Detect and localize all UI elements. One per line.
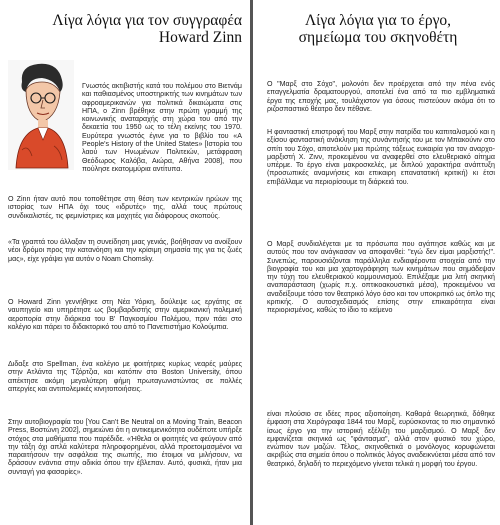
play-paragraph-4: είναι πλούσιο σε ιδέες προς αξιοποίηση. Καθαρά θεωρητικά, δόθηκε έμφαση στα Χειρόγραφα 1844 του Μαρξ, ευρύσκοντας το πιο σημαντικό ίσως έργο για την ιστορική εξέλιξη του μαρξισμού. Ο Μαρξ δεν εμφανίζεται σκηνικά ως "φάντασμα", αλλά στον φυσικό του χώρο, ενώπιον των μαζών. Τέλος, σκηνοθετικά ο μονόλογος κορυφώνεται ακριβώς στα σημεία όπου ο πολιτικός λόγος αναδεικνύεται μέσα από τον θεατρικό, δηλαδή το περιεχόμενο γίνεται τελικά η μορφή του έργου. (267, 410, 495, 468)
author-paragraph-6: Στην αυτοβιογραφία του [You Can't Be Neutral on a Moving Train, Beacon Press, Βοστώνη 2002], σημειώνει ότι η αντικειμενικότητα ουδέποτε υπήρξε στόχος στα μαθήματα που παρέδιδε. «Ήθελα οι φοιτητές να φεύγουν από την τάξη όχι απλά καλύτερα πληροφορημένοι, αλλά προετοιμασμένοι να παραιτήσουν την ασφάλεια της σιωπής, πιο έτοιμοι να μιλήσουν, να δράσουν ενάντια στην αδικία όπου την έβλεπαν. Αυτό, φυσικά, ήταν μια συνταγή για φασαρίες». (8, 418, 242, 476)
author-paragraph-2: Ο Zinn ήταν αυτό που τοποθέτησε στη θέση των κεντρικών ηρώων της ιστορίας των ΗΠΑ όχι τους «ιδρυτές» της, αλλά τους πρώτους συνδικαλιστές, τις φεμινίστριες και μαχητές για διάφορους σκοπούς. (8, 195, 242, 220)
author-paragraph-1: Γνωστός ακτιβιστής κατά του πολέμου στο Βιετνάμ και παθιασμένος υποστηρικτής των κινημάτων των αφροαμερικανών για πολιτικά δικαιώματα στις ΗΠΑ, ο Zinn βρέθηκε στην πρώτη γραμμή της κοινωνικής αναταραχής στη χώρα του από την δεκαετία του 1950 ως το τέλη εκείνης του 1970. Ευρύτερα γνωστός έγινε για το βιβλίο του «A People's History of the United States» [Ιστορία του λαού των Ηνωμένων Πολιτειών, μετάφραση Θεόδωρος Καλόβα, Αιώρα, Αθήνα 2008], που πούλησε εκατομμύρια αντίτυπα. (82, 82, 242, 173)
author-paragraph-3: «Τα γραπτά του άλλαξαν τη συνείδηση μιας γενιάς, βοήθησαν να ανοίξουν νέοι δρόμοι προς την κατανόηση και την κρίσιμη σημασία της για τις ζωές μας», είχε γράψει για αυτόν ο Noam Chomsky. (8, 238, 242, 263)
author-paragraph-4: Ο Howard Zinn γεννήθηκε στη Νέα Υόρκη, δούλεψε ως εργάτης σε ναυπηγείο και υπηρέτησε ως βομβαρδιστής στην αμερικανική πολεμική αεροπορία στην διάρκεια του Β' Παγκοσμίου Πολέμου, πριν πάει στο κολέγιο και πάρει το διδακτορικό του από το Πανεπιστήμιο Κολούμπια. (8, 298, 242, 331)
author-title-line2: Howard Zinn (158, 29, 242, 46)
play-section-title (253, 12, 500, 46)
play-paragraph-1: Ο "Μαρξ στο Σόχο", μολονότι δεν προέρχεται από την πένα ενός επαγγελματία δραματουργού, αποτελεί ένα από τα πιο εμβληματικά έργα της εποχής μας, τουλάχιστον για όσους πιστεύουν ακόμα ότι το ριζοσπαστικό θέατρο δεν πέθανε. (267, 80, 495, 113)
author-portrait-drawing (8, 60, 74, 170)
play-title-line2: σημείωμα του σκηνοθέτη (298, 29, 458, 46)
author-section-title (52, 12, 242, 46)
author-title-line1: Λίγα λόγια για τον συγγραφέα (52, 12, 242, 29)
play-title-line1: Λίγα λόγια για το έργο, (304, 12, 452, 29)
author-paragraph-5: Διδαξε στο Spellman, ένα κολέγιο με φοιτήτριες κυρίως νεαρές μαύρες στην Ατλάντα της Τζόρτζια, και κατόπιν στο Boston University, όπου απέκτησε ακόμη μεγαλύτερη φήμη πρωταγωνιστώντας σε πολλές απεργίες και αντιπολεμικές κινητοποιήσεις. (8, 360, 242, 393)
play-paragraph-2: Η φανταστική επιστροφή του Μαρξ στην πατρίδα του καπιταλισμού και η εξίσου φανταστική ανάκληση της συνάντησής του με τον Μπακούνιν στο σπίτι του Σόχο, αποτελούν μια πρώτης τάξεως ευκαιρία για τον αναρχο-μαρξιστή Χ. Ζινν, προκειμένου να αναφερθεί στο ελευθεριακό αίτημα υπέρμε. Το έργο είναι μακροσκελές, με διπλού χαρακτήρα ανάπτυξη (προσωπικές αναμνήσεις και επικαιρη επανατατική κριτική) κι έτσι επιβάλλαμε να περιορίσουμε τη διάρκειά του. (267, 128, 495, 186)
right-page (250, 0, 500, 525)
play-paragraph-3: Ο Μαρξ συνδιαλέγεται με τα πρόσωπα που αγάπησε καθώς και με αυτούς που τον ανάγκασαν να αποφανθεί: "εγώ δεν είμαι μαρξιστής!". Συνεπώς, παρουσιάζονται παράλληλα ενδιαφέροντα στοιχεία από την βιογραφία του και μια χαρτογράφηση των κινημάτων που σημάδεψαν την τύχη του ελευθεριακού κομμουνισμού. Επιλέξαμε μια λιτή σκηνική αναπαράσταση (χωρίς π.χ. οπτικοακουστικά μέσα), προκειμένου να αναδείξουμε τόσο τον θεατρικό λόγο όσο και τον υποκριτικό ως όπλο της κριτικής. Ο αυτοσχεδιασμός επίσης στην επικαιρότητα είναι περιορισμένος, καθώς το ίδιο το κείμενο (267, 240, 495, 315)
